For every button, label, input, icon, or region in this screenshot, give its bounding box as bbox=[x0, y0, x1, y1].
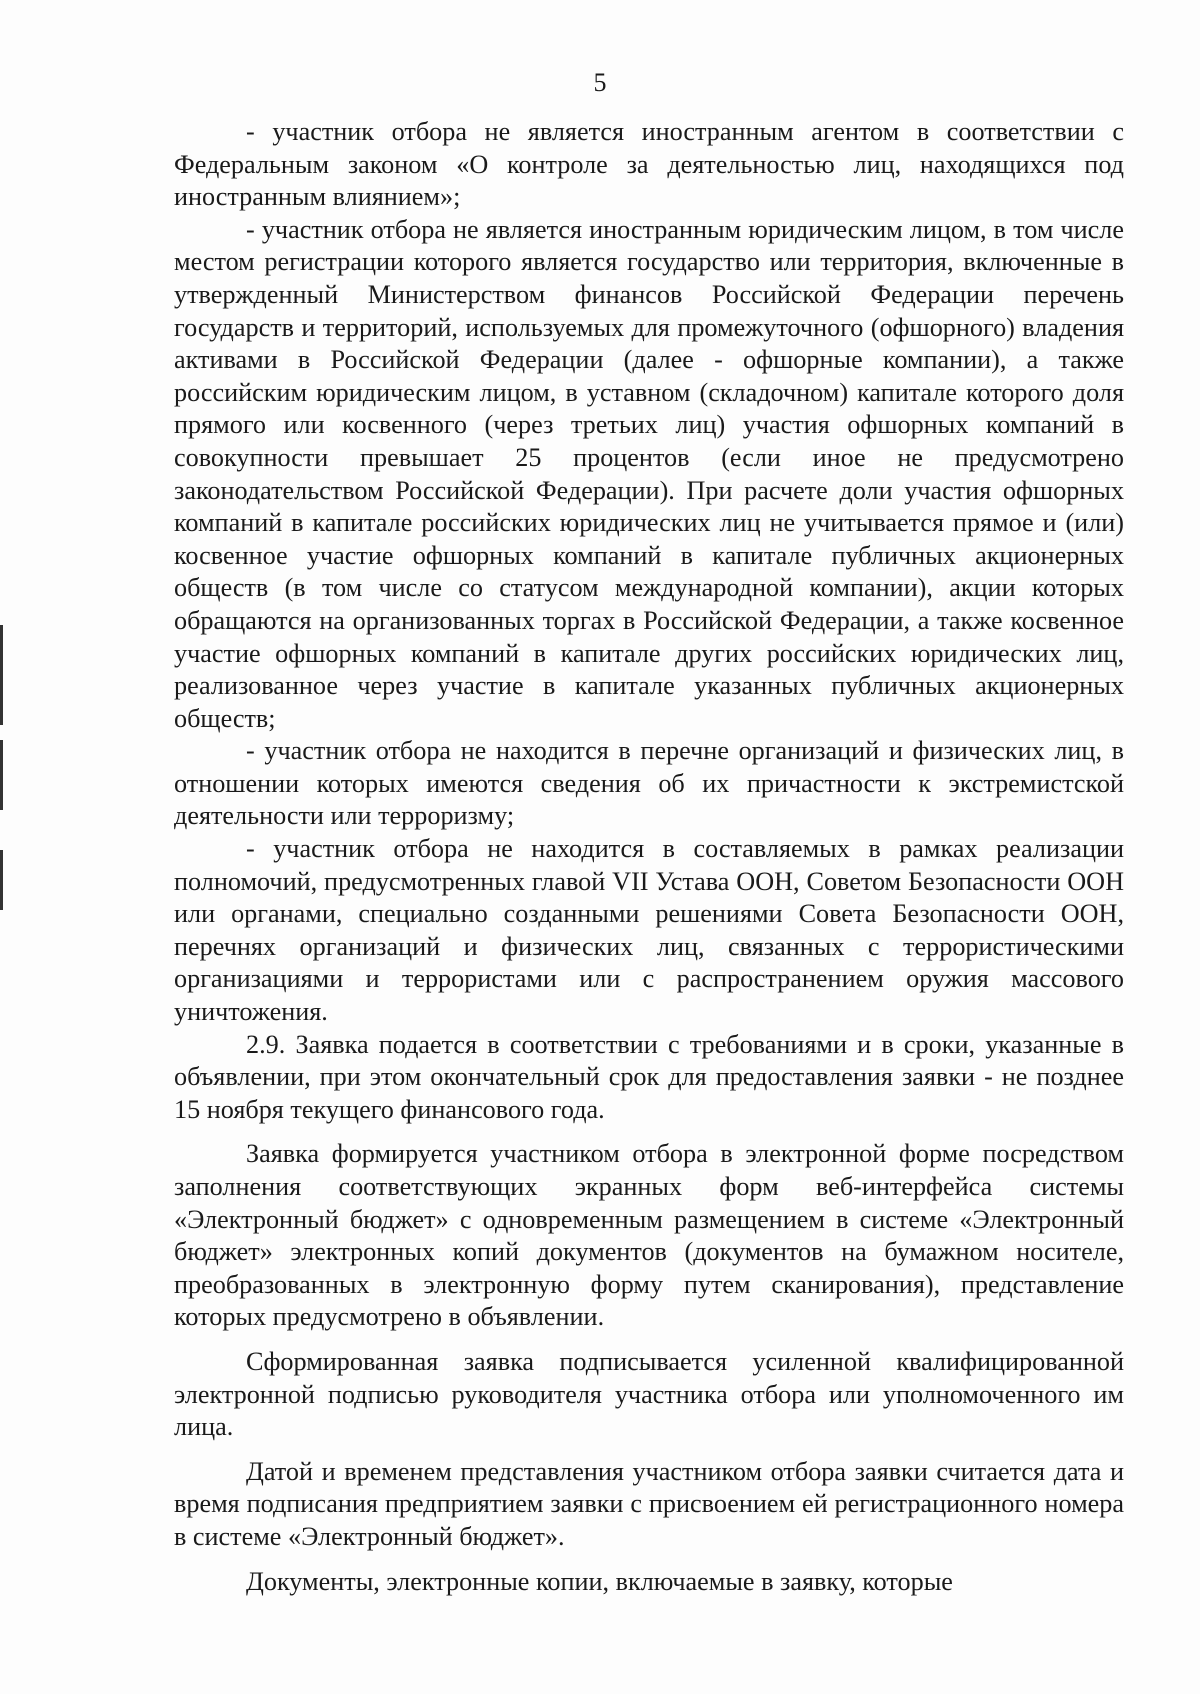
paragraph-offshore: - участник отбора не является иностранным юридическим лицом, в том числе местом регистрации которого является государство или территория, включенные в утвержденный Министерством финансов Российской Федерации перечень государств и территорий, используемых для промежуточного (офшорного) владения активами в Российской Федерации (далее - офшорные компании), а также российским юридическим лицом, в уставном (складочном) капитале которого доля прямого или косвенного (через третьих лиц) участия офшорных компаний в совокупности превышает 25 процентов (если иное не предусмотрено законодательством Российской Федерации). При расчете доли участия офшорных компаний в капитале российских юридических лиц не учитывается прямое и (или) косвенное участие офшорных компаний в капитале публичных акционерных обществ (в том числе со статусом международной компании), акции которых обращаются на организованных торгах в Российской Федерации, а также косвенное участие офшорных компаний в капитале других российских юридических лиц, реализованное через участие в капитале указанных публичных акционерных обществ; bbox=[174, 214, 1124, 733]
paragraph-documents: Документы, электронные копии, включаемые в заявку, которые bbox=[246, 1566, 953, 1596]
scan-edge-mark bbox=[0, 850, 3, 910]
paragraph-application-form: Заявка формируется участником отбора в электронной форме посредством заполнения соответствующих экранных форм веб-интерфейса системы «Электронный бюджет» с одновременным размещением в системе «Электронный бюджет» электронных копий документов (документов на бумажном носителе, преобразованных в электронную форму путем сканирования), представление которых предусмотрено в объявлении. bbox=[174, 1139, 1124, 1332]
page-number: 5 bbox=[593, 68, 607, 97]
paragraph-foreign-agent: - участник отбора не является иностранным агентом в соответствии с Федеральным законом «О контроле за деятельностью лиц, находящихся под иностранным влиянием»; bbox=[174, 117, 1124, 212]
paragraph-submission-date: Датой и временем представления участником отбора заявки считается дата и время подписания предприятием заявки с присвоением ей регистрационного номера в системе «Электронный бюджет». bbox=[174, 1456, 1124, 1551]
scan-edge-mark bbox=[0, 625, 3, 725]
scan-edge-mark bbox=[0, 740, 3, 810]
paragraph-extremism: - участник отбора не находится в перечне организаций и физических лиц, в отношении которых имеются сведения об их причастности к экстремистской деятельности или терроризму; bbox=[174, 736, 1124, 831]
paragraph-signature: Сформированная заявка подписывается усиленной квалифицированной электронной подписью руководителя участника отбора или уполномоченного им лица. bbox=[174, 1346, 1124, 1442]
paragraph-2-9: 2.9. Заявка подается в соответствии с требованиями и в сроки, указанные в объявлении, при этом окончательный срок для предоставления заявки - не позднее 15 ноября текущего финансового года. bbox=[174, 1029, 1124, 1124]
document-body bbox=[174, 116, 1124, 1598]
paragraph-un-sanctions: - участник отбора не находится в составляемых в рамках реализации полномочий, предусмотренных главой VII Устава ООН, Советом Безопасности ООН или органами, специально созданными решениями Совета Безопасности ООН, перечнях организаций и физических лиц, связанных с террористическими организациями и террористами или с распространением оружия массового уничтожения. bbox=[174, 834, 1124, 1027]
